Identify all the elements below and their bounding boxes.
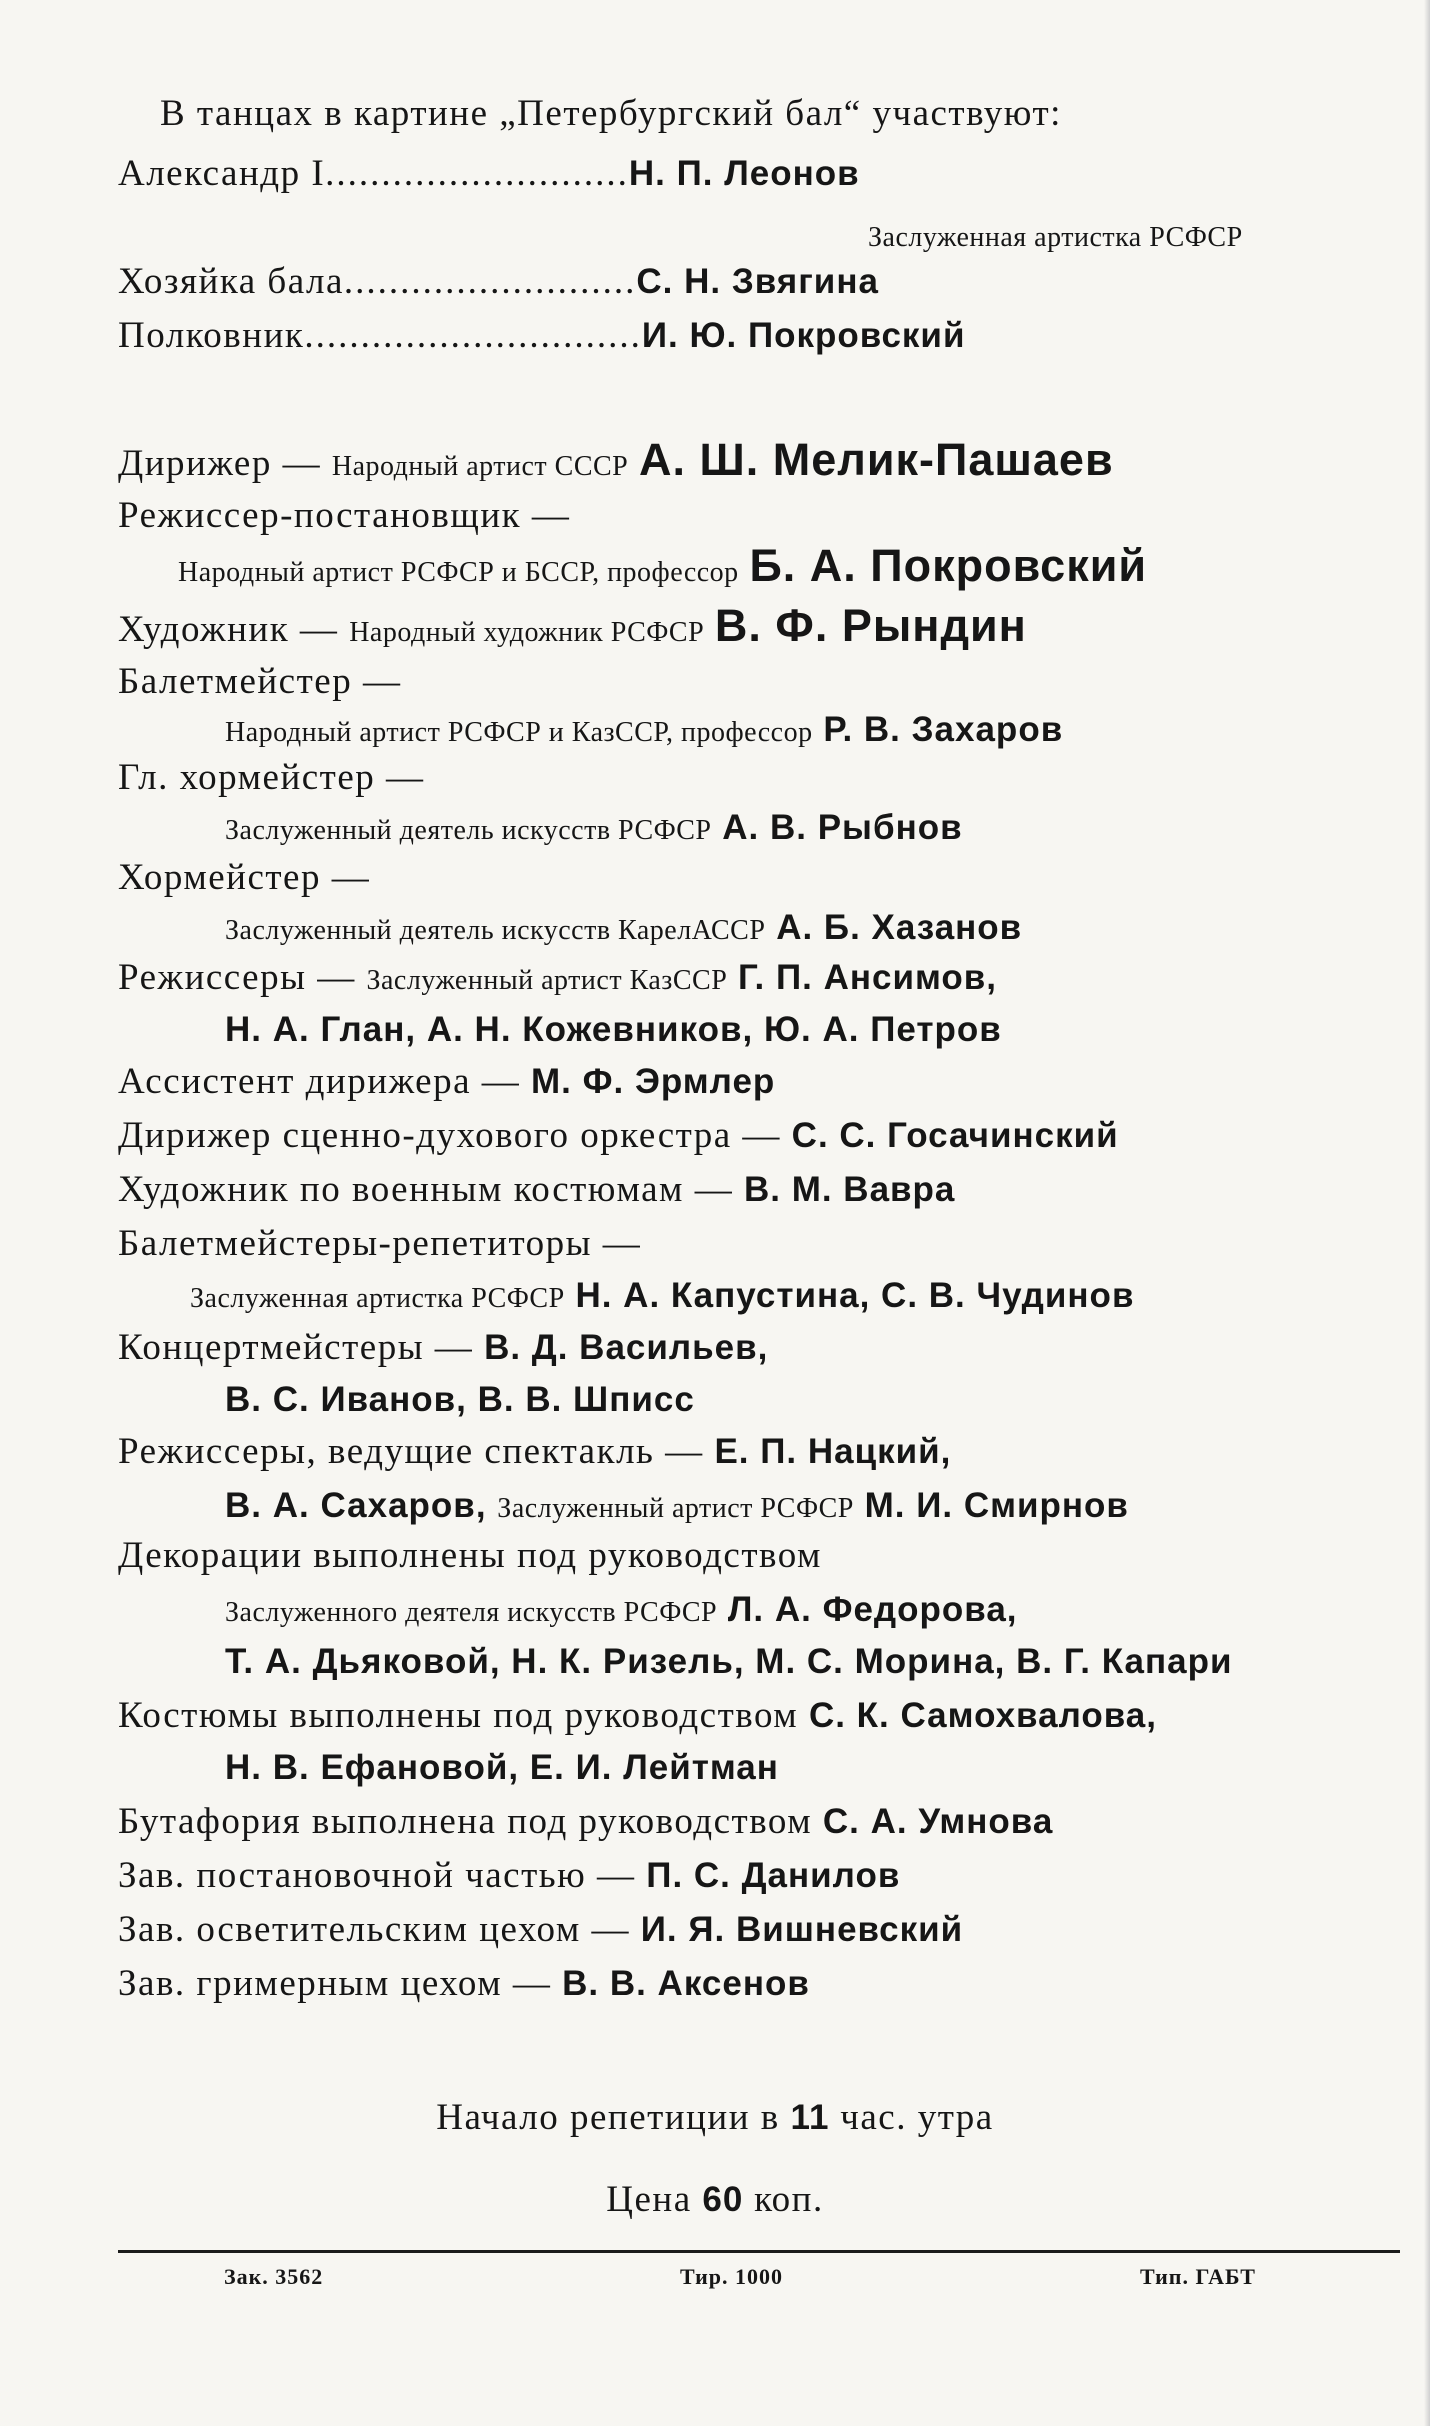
credit-name: А. Б. Хазанов: [776, 908, 1023, 947]
credit-director-label: Режиссер-постановщик —: [118, 495, 571, 536]
credit-stage-head: [118, 1850, 900, 1902]
credit-chorus-label: Хормейстер —: [118, 857, 371, 898]
footer-rule: [118, 2250, 1400, 2253]
credit-ballet-label: Балетмейстер —: [118, 661, 402, 702]
footer-run: Тир. 1000: [680, 2264, 784, 2289]
credit-leading-directors-more: [225, 1480, 1129, 1535]
dance-intro: В танцах в картине „Петербургский бал“ участвуют:: [160, 93, 1062, 134]
role-label: Хозяйка бала: [118, 261, 344, 302]
leader-dots: ..............................: [304, 315, 642, 356]
credit-title: Заслуженный деятель искусств КарелАССР: [225, 915, 766, 946]
credit-leading-directors: [118, 1426, 951, 1478]
credit-costumes-names: Н. В. Ефановой, Е. И. Лейтман: [225, 1748, 779, 1787]
credit-name: М. Ф. Эрмлер: [531, 1062, 776, 1101]
dance-row-hostess: [118, 256, 879, 308]
credit-ballet-rep: [190, 1270, 1134, 1325]
price-text: Цена: [606, 2179, 692, 2220]
leader-dots: ...........................: [325, 153, 629, 194]
credit-title: Народный художник РСФСР: [349, 617, 705, 648]
credit-name: Б. А. Покровский: [749, 540, 1148, 591]
credit-name: А. Ш. Мелик-Пашаев: [639, 434, 1114, 485]
credit-title: Заслуженный артист РСФСР: [497, 1493, 854, 1524]
credit-costumes: [118, 1690, 1157, 1742]
credit-name: Л. А. Федорова,: [727, 1590, 1018, 1629]
page-edge: [1424, 0, 1430, 2426]
credit-label: Режиссеры, ведущие спектакль —: [118, 1431, 704, 1472]
performer-name: С. Н. Звягина: [636, 262, 879, 301]
credit-name: Г. П. Ансимов,: [738, 958, 998, 997]
credit-name: Е. П. Нацкий,: [714, 1432, 952, 1471]
credit-label: Зав. постановочной частью —: [118, 1855, 636, 1896]
credit-directors-names: Н. А. Глан, А. Н. Кожевников, Ю. А. Петров: [225, 1010, 1002, 1049]
credit-label: Зав. осветительским цехом —: [118, 1909, 630, 1950]
start-text: Начало репетиции в: [436, 2097, 780, 2138]
credit-label: Художник —: [118, 609, 339, 650]
credit-name: В. Ф. Рындин: [714, 600, 1027, 651]
credit-conductor: [118, 434, 1114, 493]
credit-name: В. Д. Васильев,: [484, 1328, 769, 1367]
performer-title-note: Заслуженная артистка РСФСР: [868, 222, 1243, 253]
credit-name: С. К. Самохвалова,: [808, 1696, 1157, 1735]
credit-chief-chorus-label: Гл. хормейстер —: [118, 757, 425, 798]
credit-label: Ассистент дирижера —: [118, 1061, 521, 1102]
start-hour: 11: [790, 2098, 830, 2137]
credit-name: В. В. Аксенов: [562, 1964, 810, 2003]
credit-decor-names: Т. А. Дьяковой, Н. К. Ризель, М. С. Морина, В. Г. Капари: [225, 1642, 1233, 1681]
credit-name: А. В. Рыбнов: [722, 808, 963, 847]
performer-name: И. Ю. Покровский: [641, 316, 966, 355]
credit-name: В. М. Вавра: [743, 1170, 956, 1209]
credit-ballet-rep-label: Балетмейстеры-репетиторы —: [118, 1223, 642, 1264]
footer-order: Зак. 3562: [224, 2264, 324, 2289]
credit-chorus: [225, 902, 1022, 957]
credit-label: Концертмейстеры —: [118, 1327, 474, 1368]
credit-directors: [118, 952, 997, 1007]
credit-ballet: [225, 704, 1063, 759]
start-time: [0, 2092, 1430, 2144]
credit-chief-chorus: [225, 802, 963, 857]
credit-name: С. С. Госачинский: [791, 1116, 1119, 1155]
credit-stage-band: [118, 1110, 1119, 1162]
credit-assistant: [118, 1056, 775, 1108]
price-unit: коп.: [754, 2179, 824, 2220]
credit-name: П. С. Данилов: [646, 1856, 901, 1895]
credit-label: Костюмы выполнены под руководством: [118, 1695, 799, 1736]
role-label: Полковник: [118, 315, 305, 356]
credit-lighting: [118, 1904, 963, 1956]
credit-label: Дирижер сценно-духового оркестра —: [118, 1115, 781, 1156]
credit-name: Н. А. Капустина, С. В. Чудинов: [575, 1276, 1135, 1315]
credit-decor-label: Декорации выполнены под руководством: [118, 1535, 822, 1576]
credit-name: И. Я. Вишневский: [640, 1910, 964, 1949]
credit-makeup: [118, 1958, 810, 2010]
credit-title: Народный артист РСФСР и БССР, профессор: [178, 557, 739, 588]
credit-props: [118, 1796, 1053, 1848]
role-label: Александр I: [118, 153, 326, 194]
credit-artist: [118, 600, 1027, 659]
footer-printer: Тип. ГАБТ: [1140, 2264, 1256, 2289]
credit-name: М. И. Смирнов: [864, 1486, 1129, 1525]
price-value: 60: [702, 2180, 744, 2219]
credit-title: Заслуженный артист КазССР: [366, 965, 728, 996]
credit-title: Заслуженная артистка РСФСР: [190, 1283, 565, 1314]
credit-decor: [225, 1584, 1018, 1639]
credit-name: С. А. Умнова: [822, 1802, 1054, 1841]
leader-dots: ..........................: [343, 261, 637, 302]
credit-military-costumes: [118, 1164, 955, 1216]
dance-row-alexander: [118, 148, 860, 200]
dance-row-colonel: [118, 310, 965, 362]
credit-label: Режиссеры —: [118, 957, 356, 998]
credit-title: Заслуженный деятель искусств РСФСР: [225, 815, 712, 846]
credit-label: Бутафория выполнена под руководством: [118, 1801, 813, 1842]
credit-concertmasters-names: В. С. Иванов, В. В. Шписс: [225, 1380, 695, 1419]
start-unit: час. утра: [840, 2097, 994, 2138]
credit-label: Зав. гримерным цехом —: [118, 1963, 552, 2004]
credit-director: [178, 540, 1147, 599]
credit-name: Р. В. Захаров: [823, 710, 1064, 749]
credit-label: Художник по военным костюмам —: [118, 1169, 734, 1210]
credit-title: Народный артист РСФСР и КазССР, профессор: [225, 717, 813, 748]
credit-title: Народный артист СССР: [331, 451, 629, 482]
performer-name: Н. П. Леонов: [628, 154, 860, 193]
credit-concertmasters: [118, 1322, 768, 1374]
credit-name: В. А. Сахаров,: [225, 1486, 487, 1525]
credit-title: Заслуженного деятеля искусств РСФСР: [225, 1597, 718, 1628]
price: [0, 2174, 1430, 2226]
credit-label: Дирижер —: [118, 443, 322, 484]
